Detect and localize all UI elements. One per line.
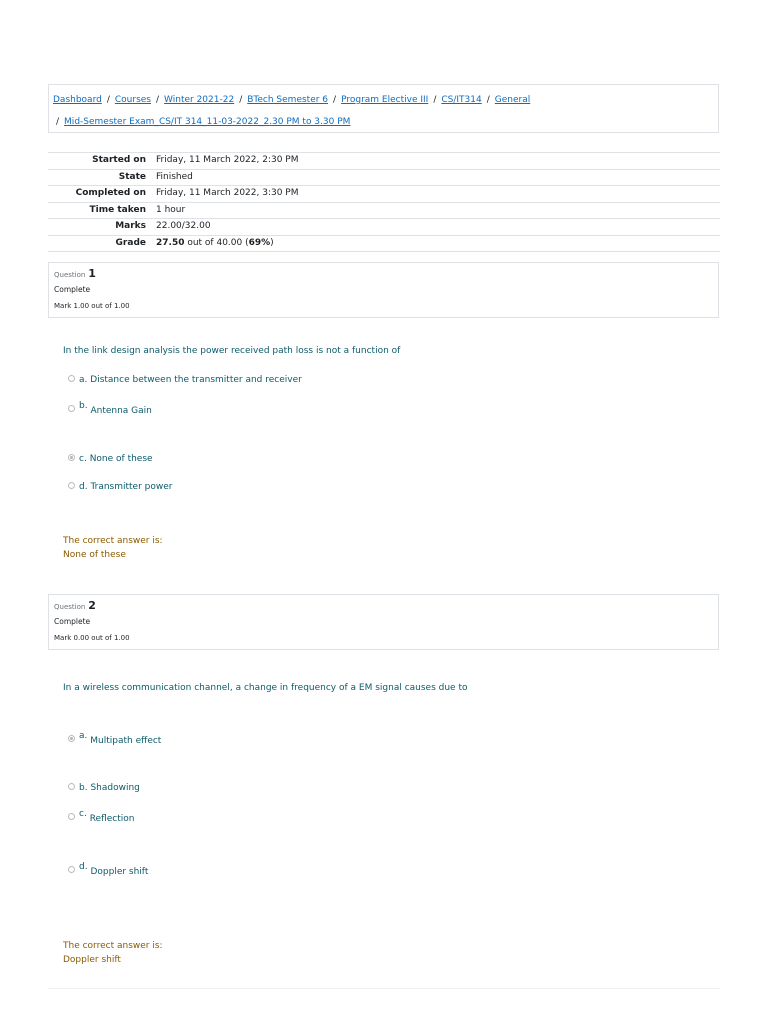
question-2-option-c[interactable] (68, 809, 135, 824)
breadcrumb-program-elective-iii[interactable]: Program Elective III (341, 95, 429, 105)
grade-percent-sign: % (261, 237, 271, 248)
breadcrumb-winter-2021-22[interactable]: Winter 2021-22 (164, 95, 235, 105)
breadcrumb-btech-semester-6[interactable]: BTech Semester 6 (247, 95, 329, 105)
started-value: Friday, 11 March 2022, 2:30 PM (151, 153, 720, 170)
state-label: State (48, 169, 151, 186)
option-letter: a. (79, 375, 88, 385)
question-2-option-a[interactable] (68, 731, 162, 746)
option-label: Distance between the transmitter and receiver (90, 375, 302, 385)
question-2-feedback (63, 939, 163, 967)
question-1-text: In the link design analysis the power received path loss is not a function of (63, 346, 401, 356)
option-label: Multipath effect (90, 736, 162, 746)
question-1-word: Question (54, 271, 86, 279)
marks-label: Marks (48, 219, 151, 236)
breadcrumb-separator: / (433, 95, 437, 105)
option-label: Shadowing (90, 783, 140, 793)
question-2-mark: Mark 0.00 out of 1.00 (54, 634, 130, 642)
question-1-state: Complete (54, 285, 91, 294)
summary-row-started (48, 153, 720, 170)
question-1-option-b[interactable] (68, 401, 152, 416)
question-2-option-d-radio[interactable] (68, 866, 75, 873)
summary-row-completed (48, 186, 720, 203)
time-taken-label: Time taken (48, 202, 151, 219)
question-2-option-d[interactable] (68, 862, 149, 877)
grade-out-of: out of 40.00 ( (184, 237, 249, 248)
breadcrumb (48, 84, 719, 133)
option-label: Doppler shift (90, 867, 149, 877)
state-value: Finished (151, 169, 720, 186)
question-1-feedback (63, 534, 163, 562)
option-letter: c. (79, 454, 87, 464)
grade-value (151, 235, 720, 252)
question-1-mark: Mark 1.00 out of 1.00 (54, 302, 130, 310)
started-label: Started on (48, 153, 151, 170)
breadcrumb-separator: / (106, 95, 110, 105)
option-letter: b. (79, 783, 88, 793)
attempt-summary-table (48, 152, 720, 252)
breadcrumb-line-1 (53, 93, 714, 115)
question-1-info (48, 262, 719, 318)
correct-answer-title: The correct answer is: (63, 941, 163, 951)
breadcrumb-general[interactable]: General (494, 95, 531, 105)
option-letter: c. (79, 809, 87, 819)
summary-row-grade (48, 235, 720, 252)
correct-answer-title: The correct answer is: (63, 536, 163, 546)
breadcrumb-separator: / (56, 117, 60, 127)
completed-label: Completed on (48, 186, 151, 203)
option-label: Antenna Gain (90, 406, 152, 416)
question-1-option-d-radio[interactable] (68, 482, 75, 489)
breadcrumb-separator: / (333, 95, 337, 105)
question-1-option-a-radio[interactable] (68, 375, 75, 382)
question-1-option-d[interactable] (68, 482, 172, 492)
question-2-text: In a wireless communication channel, a change in frequency of a EM signal causes due to (63, 683, 468, 693)
question-2-option-b[interactable] (68, 783, 140, 793)
question-2-word: Question (54, 603, 86, 611)
completed-value: Friday, 11 March 2022, 3:30 PM (151, 186, 720, 203)
breadcrumb-separator: / (486, 95, 490, 105)
option-label: None of these (89, 454, 153, 464)
question-1-option-c-radio-selected[interactable] (68, 454, 75, 461)
breadcrumb-separator: / (239, 95, 243, 105)
breadcrumb-course-csit314[interactable]: CS/IT314 (441, 95, 482, 105)
summary-row-time (48, 202, 720, 219)
question-2-option-a-radio-selected[interactable] (68, 735, 75, 742)
option-letter: a. (79, 731, 88, 741)
question-1-option-b-radio[interactable] (68, 405, 75, 412)
time-taken-value: 1 hour (151, 202, 720, 219)
summary-row-state (48, 169, 720, 186)
grade-score: 27.50 (156, 237, 185, 248)
question-2-option-b-radio[interactable] (68, 783, 75, 790)
grade-close-paren: ) (270, 237, 274, 248)
breadcrumb-mid-semester-exam[interactable]: Mid-Semester Exam_CS/IT 314_11-03-2022_2.30 PM to 3.30 PM (64, 117, 351, 127)
question-1-number: 1 (88, 267, 96, 280)
marks-value: 22.00/32.00 (151, 219, 720, 236)
option-letter: b. (79, 401, 88, 411)
option-letter: d. (79, 862, 88, 872)
question-2-info (48, 594, 719, 650)
question-1-option-c[interactable] (68, 454, 153, 464)
grade-label: Grade (48, 235, 151, 252)
summary-row-marks (48, 219, 720, 236)
option-label: Transmitter power (90, 482, 173, 492)
question-1-option-a[interactable] (68, 375, 302, 385)
breadcrumb-courses[interactable]: Courses (114, 95, 151, 105)
option-letter: d. (79, 482, 88, 492)
question-2-option-c-radio[interactable] (68, 813, 75, 820)
breadcrumb-separator: / (156, 95, 160, 105)
option-label: Reflection (89, 814, 135, 824)
question-2-state: Complete (54, 617, 91, 626)
correct-answer-value: Doppler shift (63, 955, 121, 965)
breadcrumb-line-2 (53, 115, 714, 137)
breadcrumb-dashboard[interactable]: Dashboard (53, 95, 102, 105)
grade-percent: 69 (248, 237, 262, 248)
correct-answer-value: None of these (63, 550, 126, 560)
bottom-divider (48, 988, 720, 989)
question-2-number: 2 (88, 599, 96, 612)
